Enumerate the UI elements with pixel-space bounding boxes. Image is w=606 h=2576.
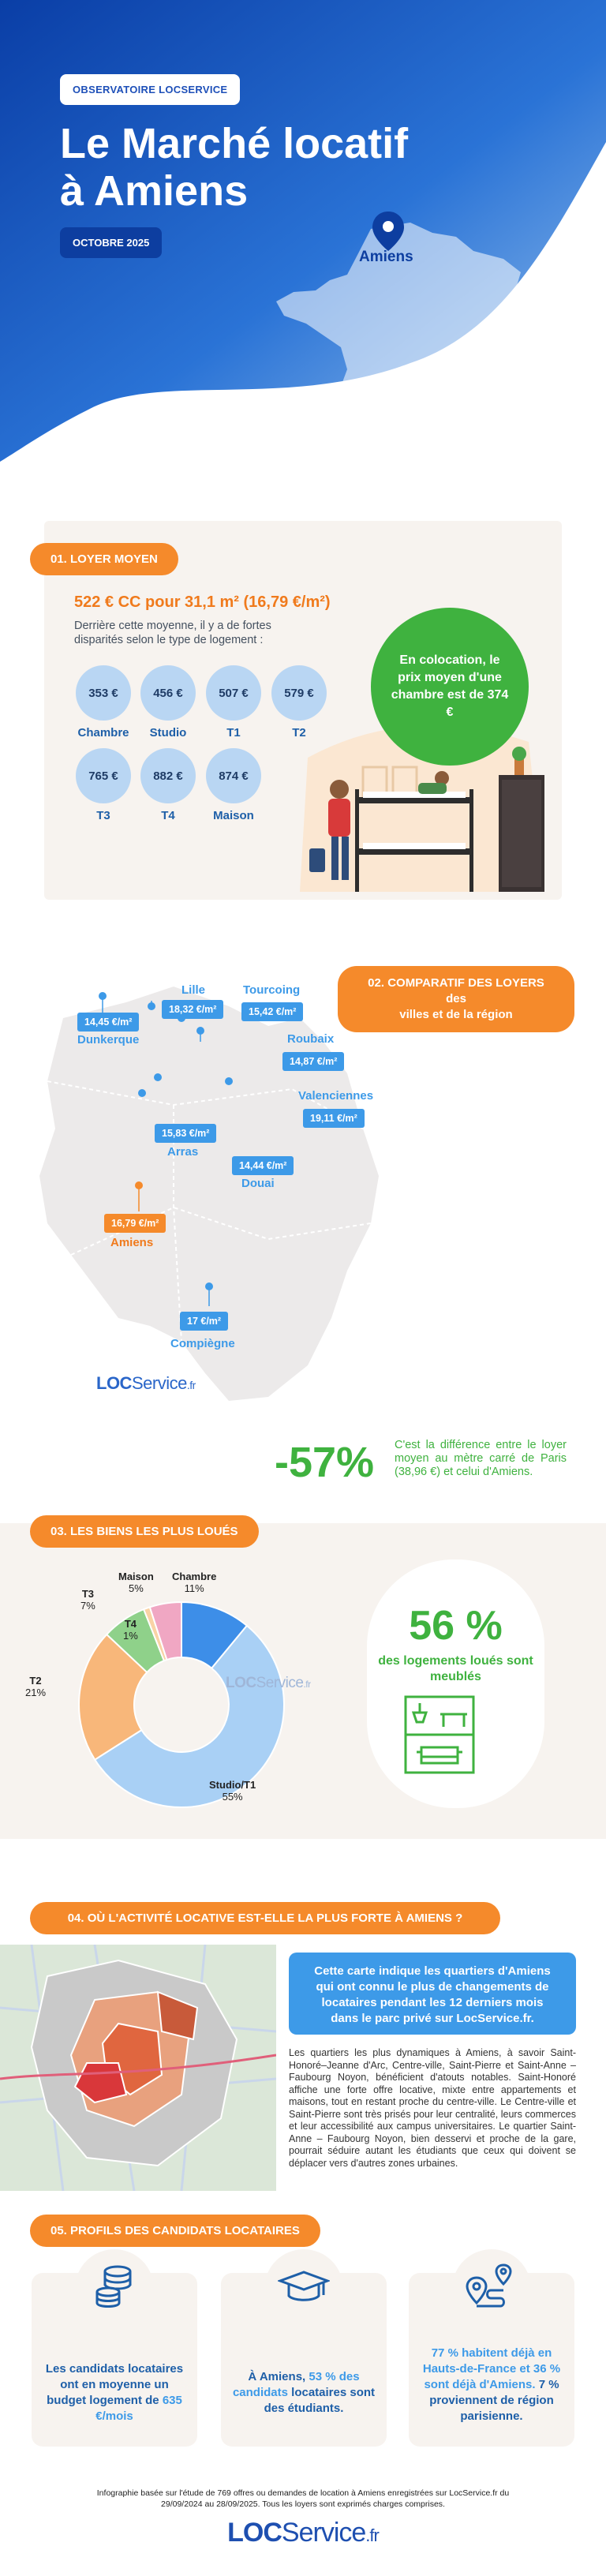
rent-bubble-studio: 456 € (140, 665, 196, 721)
city-name-roubaix: Roubaix (287, 1032, 335, 1046)
graduation-cap-icon (278, 2270, 330, 2306)
page-title-line1: Le Marché locatif (60, 120, 409, 167)
candidate-budget-text-a: Les candidats locataires ont en moyenne un budget logement de (45, 2362, 184, 2407)
rent-bubble-t2: 579 € (271, 665, 327, 721)
section1-pill: 01. LOYER MOYEN (30, 543, 178, 575)
page-title-line2: à Amiens (60, 167, 249, 215)
footer-logo-rest: Service (281, 2518, 366, 2548)
city-name-arras: Arras (167, 1145, 199, 1159)
pie-label-studio-pct: 55% (222, 1791, 243, 1803)
city-name-amiens: Amiens (110, 1236, 154, 1249)
rent-label-maison: Maison (213, 809, 254, 822)
section2-pill-line1: 02. COMPARATIF DES LOYERS des (368, 976, 544, 1005)
section2-pill-line2: villes et de la région (399, 1008, 513, 1021)
section2-pill (338, 966, 574, 1032)
footer-logo-suffix: .fr (365, 2525, 379, 2545)
city-price-amiens: 16,79 €/m² (104, 1214, 166, 1233)
route-pin-icon (464, 2262, 516, 2309)
city-price-compiegne: 17 €/m² (180, 1312, 228, 1331)
city-price-valenciennes: 19,11 €/m² (303, 1109, 365, 1128)
map-logo-bold: LOC (96, 1373, 132, 1393)
pie-label-maison-pct: 5% (129, 1582, 144, 1594)
average-rent-headline: 522 € CC pour 31,1 m² (16,79 €/m²) (74, 593, 331, 611)
rent-bubble-chambre: 353 € (76, 665, 131, 721)
pie-label-t3-pct: 7% (80, 1600, 95, 1612)
property-type-pie-chart (32, 1571, 331, 1823)
marker-douai (138, 1089, 146, 1097)
section5-pill: 05. PROFILS DES CANDIDATS LOCATAIRES (30, 2215, 320, 2247)
city-price-roubaix: 14,87 €/m² (282, 1052, 344, 1071)
pie-label-chambre-name: Chambre (172, 1571, 217, 1582)
pie-label-t2-pct: 21% (25, 1687, 47, 1698)
neighbourhood-analysis-text: Les quartiers les plus dynamiques à Amiens, à savoir Saint-Honoré–Jeanne d'Arc, Centre-ville, Saint-Pierre et Saint-Anne – Faubourg Noyon, bénéficient d'atouts notables. Saint-Honoré affiche une forte offre locative, mixte entre appartements et maisons, tout en restant proche du centre-ville. Le Centre-ville et Saint-Pierre sont très prisés pour leur centralité, leurs commerces et leur accessibilité aux campus universitaires. Le quartier Saint-Anne – Faubourg Noyon, bien desservi et proche de la gare, pourrait séduire autant les étudiants que ceux qui doivent se déplacer vers d'autres zones urbaines. (289, 2047, 576, 2169)
average-rent-subtitle: Derrière cette moyenne, il y a de fortes disparités selon le type de logement : (74, 620, 271, 646)
city-price-lille: 18,32 €/m² (162, 1000, 223, 1019)
furnished-stat-value: 56 % (409, 1603, 503, 1649)
candidate-students-text (221, 2369, 387, 2417)
map-logo-suffix: .fr (186, 1379, 196, 1391)
page-title (60, 120, 470, 215)
rent-label-chambre: Chambre (77, 726, 129, 739)
marker-valenciennes (225, 1077, 233, 1085)
coloc-bubble: En colocation, le prix moyen d'une chambre est de 374 € (371, 608, 529, 766)
rent-bubble-maison: 874 € (206, 748, 261, 803)
rent-bubble-t4: 882 € (140, 748, 196, 803)
candidate-origin-text-a: 77 % habitent déjà en Hauts-de-France et 36 % sont déjà d'Amiens. (422, 2346, 561, 2391)
rent-label-t4: T4 (161, 809, 175, 822)
footer-locservice-logo (0, 2518, 606, 2548)
hero-banner (0, 0, 606, 474)
city-name-tourcoing: Tourcoing (243, 983, 301, 997)
pin-city-label: Amiens (359, 249, 413, 265)
rent-label-t2: T2 (292, 726, 306, 739)
city-price-dunkerque: 14,45 €/m² (77, 1013, 139, 1032)
pie-label-maison-name: Maison (118, 1571, 154, 1582)
coins-icon (91, 2262, 138, 2309)
rent-label-t1: T1 (226, 726, 241, 739)
pie-label-t2 (25, 1675, 46, 1698)
candidate-students-text-a: À Amiens, (248, 2370, 309, 2383)
map-explanation-box: Cette carte indique les quartiers d'Amiens qui ont connu le plus de changements de locataires pendant les 12 derniers mois dans le parc privé sur LocService.fr. (289, 1953, 576, 2035)
furniture-icon (404, 1695, 475, 1774)
city-name-dunkerque: Dunkerque (77, 1033, 140, 1046)
city-price-arras: 15,83 €/m² (155, 1124, 216, 1143)
section3-pill: 03. LES BIENS LES PLUS LOUÉS (30, 1515, 259, 1548)
pie-label-t3 (80, 1588, 95, 1612)
date-tag: OCTOBRE 2025 (60, 227, 162, 258)
candidate-origin-text (409, 2346, 574, 2424)
furnished-stat-text: des logements loués sont meublés (378, 1654, 533, 1683)
candidate-budget-text (32, 2361, 197, 2424)
paris-difference-value: -57% (275, 1439, 375, 1486)
pie-watermark-bold: LOC (226, 1675, 256, 1691)
candidate-budget-value: 635 €/mois (95, 2394, 182, 2423)
pie-label-maison (118, 1571, 154, 1594)
pie-watermark-logo (226, 1675, 311, 1692)
pie-label-t4-pct: 1% (123, 1630, 138, 1642)
pie-label-studio (209, 1779, 256, 1803)
city-name-valenciennes: Valenciennes (298, 1089, 374, 1103)
pie-label-t2-name: T2 (29, 1675, 42, 1687)
pie-label-t4-name: T4 (124, 1618, 137, 1630)
pie-watermark-rest: Service (256, 1675, 304, 1691)
rent-label-studio: Studio (149, 726, 187, 739)
candidate-origin-text-b: 7 % proviennent de région parisienne. (429, 2378, 559, 2423)
city-price-douai: 14,44 €/m² (232, 1156, 294, 1175)
candidate-students-text-c: locataires sont des étudiants. (264, 2386, 376, 2415)
rent-label-t3: T3 (96, 809, 110, 822)
footnote-methodology: Infographie basée sur l'étude de 769 offres ou demandes de location à Amiens enregistrées sur LocService.fr du 29/09/2024 au 28/09/2025. Tous les loyers sont exprimés charges comprises. (96, 2488, 510, 2509)
marker-arras (154, 1073, 162, 1081)
candidate-students-value: 53 % des candidats (232, 2370, 360, 2399)
pie-label-chambre (172, 1571, 216, 1594)
footer-logo-bold: LOC (227, 2518, 282, 2548)
observatory-tag: OBSERVATOIRE LOCSERVICE (60, 74, 240, 105)
rent-bubble-t1: 507 € (206, 665, 261, 721)
paris-difference-text: C'est la différence entre le loyer moyen au mètre carré de Paris (38,96 €) et celui d'Amiens. (395, 1439, 567, 1478)
map-locservice-logo (96, 1373, 196, 1394)
pie-label-studio-name: Studio/T1 (209, 1779, 256, 1791)
rent-bubble-t3: 765 € (76, 748, 131, 803)
pie-label-chambre-pct: 11% (184, 1582, 204, 1594)
city-name-lille: Lille (181, 983, 206, 997)
pie-watermark-suffix: .fr (303, 1679, 311, 1690)
city-name-douai: Douai (241, 1177, 275, 1190)
amiens-neighbourhood-map (0, 1945, 276, 2191)
pie-label-t3-name: T3 (81, 1588, 94, 1600)
city-name-compiegne: Compiègne (170, 1337, 235, 1350)
city-price-tourcoing: 15,42 €/m² (241, 1002, 303, 1021)
pie-label-t4 (123, 1618, 138, 1642)
map-logo-rest: Service (131, 1373, 187, 1393)
section4-pill: 04. OÙ L'ACTIVITÉ LOCATIVE EST-ELLE LA PLUS FORTE À AMIENS ? (30, 1902, 500, 1934)
